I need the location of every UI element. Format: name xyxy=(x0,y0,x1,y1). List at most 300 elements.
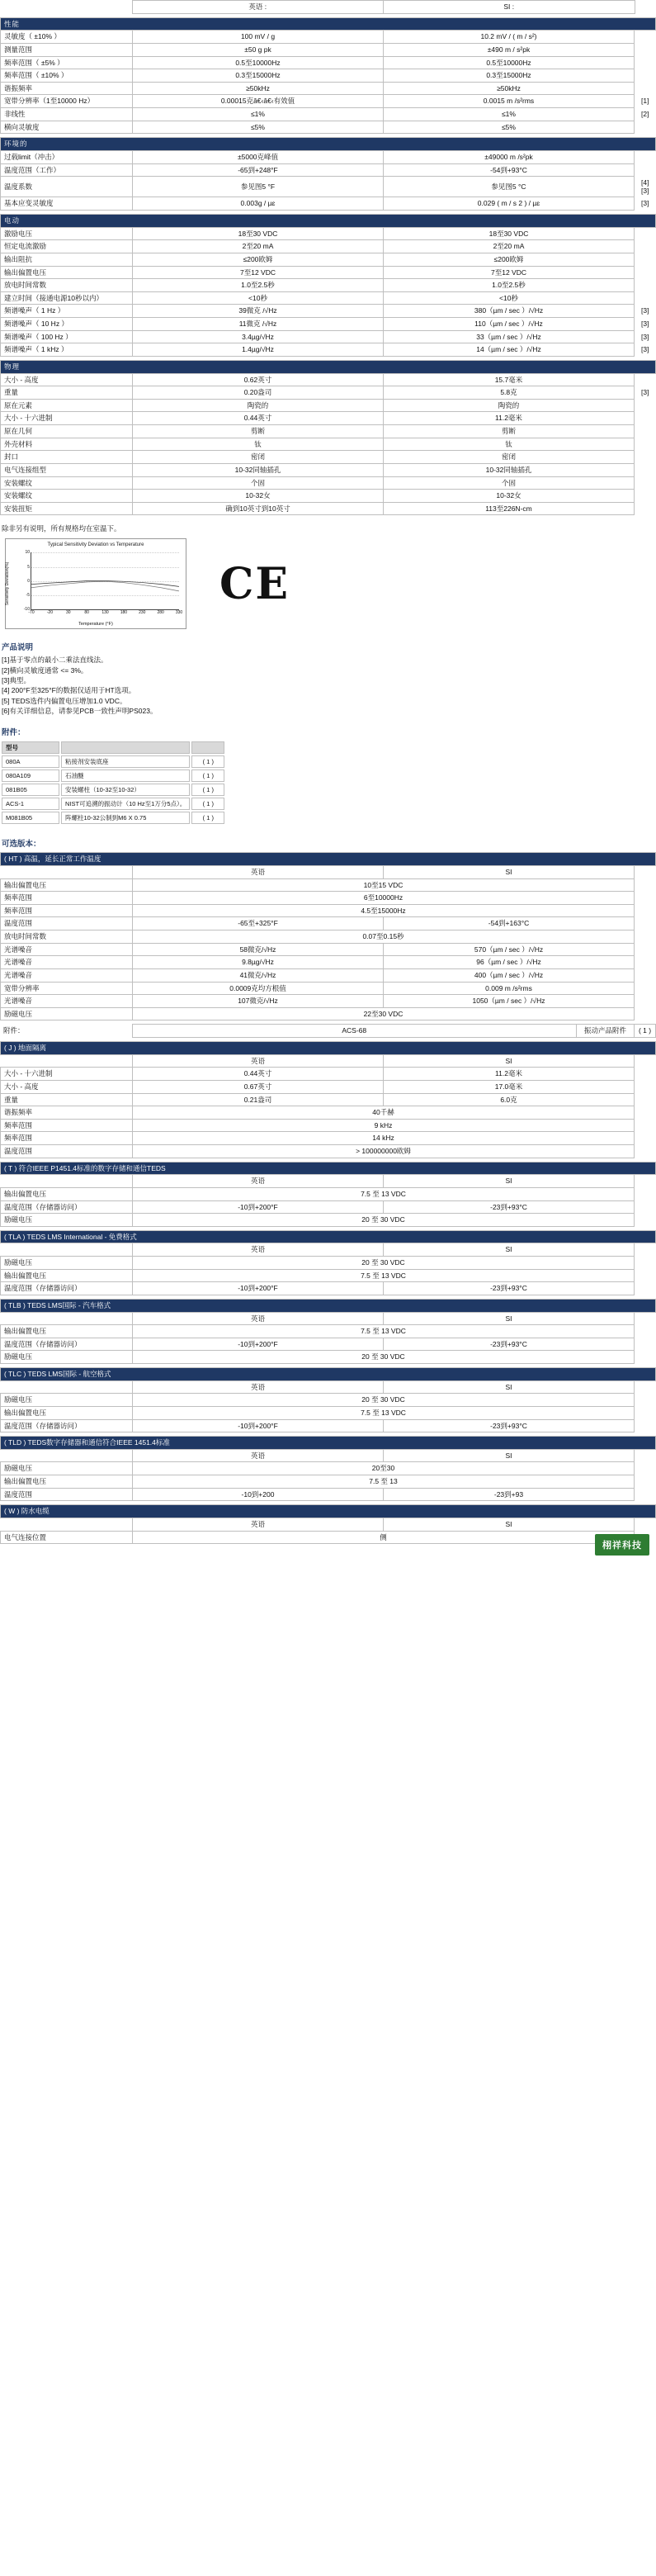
row-en: 确到10英寸到10英寸 xyxy=(133,502,384,515)
acc-qty: ( 1 ) xyxy=(191,812,224,824)
row-label: 灵敏度（ ±10% ） xyxy=(1,31,133,44)
tla-option-title: ( TLA ) TEDS LMS International - 免费格式 xyxy=(1,1230,656,1243)
tlc-col-si: SI xyxy=(384,1380,635,1394)
table-row xyxy=(1,982,656,995)
table-row xyxy=(1,956,656,969)
units-header-row xyxy=(0,1,656,14)
row-label: 横向灵敏度 xyxy=(1,121,133,134)
list-item: [1]基于零点的最小二乘法直线法。 xyxy=(2,656,108,665)
row-en: 7至12 VDC xyxy=(133,266,384,279)
row-label: 大小 - 高度 xyxy=(1,373,133,386)
tlc-col-english: 英语 xyxy=(133,1380,384,1394)
list-item: [4] 200°F至325°F的数据仅适用于HT选项。 xyxy=(2,686,136,695)
acc-qty: ( 1 ) xyxy=(191,755,224,768)
row-note: [4] [3] xyxy=(641,178,649,196)
row-en: 107微克/√Hz xyxy=(133,995,384,1008)
table-row xyxy=(1,279,656,292)
tld-col-si: SI xyxy=(383,1449,634,1462)
tlc-units-row xyxy=(1,1380,656,1394)
row-label: 安装螺纹 xyxy=(1,490,133,503)
table-row xyxy=(1,412,656,425)
accessories-title: 附件： xyxy=(2,728,26,738)
row-si: 0.0015 m /s²rms xyxy=(383,95,634,108)
row-label: 频率范围 xyxy=(1,904,133,917)
row-si: 96（µm / sec ）/√Hz xyxy=(384,956,635,969)
description-list xyxy=(2,655,656,716)
row-si: 10-32同轴插孔 xyxy=(383,463,634,476)
row-value: 7.5 至 13 VDC xyxy=(133,1406,635,1419)
table-row xyxy=(1,1145,656,1158)
row-label: 非线性 xyxy=(1,108,133,121)
chart-xtick: 80 xyxy=(84,610,89,616)
section-performance xyxy=(1,17,656,31)
row-en: 钛 xyxy=(133,438,384,451)
row-si: 17.0毫米 xyxy=(384,1080,635,1093)
row-en: -65到+248°F xyxy=(133,163,384,177)
row-si: 110（µm / sec ）/√Hz xyxy=(383,318,634,331)
ht-option-header xyxy=(1,853,656,866)
table-row xyxy=(1,1531,656,1544)
row-en: 58微克/√Hz xyxy=(133,943,384,956)
chart-ytick: 0 xyxy=(27,578,30,584)
row-si: 0.029 ( m / s 2 ) / µɛ xyxy=(383,197,634,211)
chart-title: Typical Sensitivity Deviation vs Temperature xyxy=(47,542,144,548)
row-si: 380（µm / sec ）/√Hz xyxy=(383,305,634,318)
row-label: 重量 xyxy=(1,386,133,400)
row-label: 励磁电压 xyxy=(1,1007,133,1020)
table-row xyxy=(1,108,656,121)
row-si: 1.0至2.5秒 xyxy=(383,279,634,292)
row-value: > 100000000欧姆 xyxy=(133,1145,635,1158)
chart-series xyxy=(31,552,179,609)
row-note: [3] xyxy=(641,199,649,208)
section-physical-label: 物理 xyxy=(1,360,656,373)
row-label: 封口 xyxy=(1,451,133,464)
section-physical xyxy=(1,360,656,373)
tlb-units-row xyxy=(1,1312,656,1325)
row-si: 剪断 xyxy=(383,425,634,438)
row-en: -10到+200°F xyxy=(133,1338,384,1351)
t-col-si: SI xyxy=(383,1175,634,1188)
row-en: ≤200欧姆 xyxy=(133,253,384,266)
row-label: 大小 - 高度 xyxy=(1,1080,133,1093)
row-note xyxy=(634,412,655,425)
row-note xyxy=(634,121,655,134)
row-en: 1.4µg/√Hz xyxy=(133,343,384,357)
chart-ytick: 10 xyxy=(25,550,30,556)
table-row xyxy=(1,305,656,318)
acc-model: 080A109 xyxy=(2,769,59,782)
row-note xyxy=(634,399,655,412)
electrical-table xyxy=(0,214,656,357)
row-value: 14 kHz xyxy=(133,1132,635,1145)
tld-col-english: 英语 xyxy=(133,1449,384,1462)
row-si: 7至12 VDC xyxy=(383,266,634,279)
table-row xyxy=(1,1325,656,1338)
spec-header-table xyxy=(0,0,656,14)
table-row xyxy=(1,1338,656,1351)
table-row xyxy=(1,1269,656,1282)
section-environment xyxy=(1,138,656,151)
w-option-title: ( W ) 防水电缆 xyxy=(1,1505,656,1518)
row-label: 大小 - 十六进制 xyxy=(1,1068,133,1081)
row-note xyxy=(634,291,655,305)
row-label: 温度范围 xyxy=(1,1488,133,1501)
row-label: 光谱噪音 xyxy=(1,943,133,956)
j-option-table xyxy=(0,1041,656,1158)
acc-model: 081B05 xyxy=(2,784,59,796)
row-value: 20至30 xyxy=(133,1462,635,1475)
table-row xyxy=(1,227,656,240)
row-value: 40千赫 xyxy=(133,1106,635,1120)
row-note xyxy=(634,163,655,177)
row-note xyxy=(634,279,655,292)
table-row xyxy=(1,1132,656,1145)
table-row xyxy=(1,1406,656,1419)
row-note xyxy=(634,451,655,464)
acc-model: M081B05 xyxy=(2,812,59,824)
ht-col-english: 英语 xyxy=(133,865,384,878)
table-row xyxy=(1,892,656,905)
row-en: 100 mV / g xyxy=(133,31,384,44)
row-value: 9 kHz xyxy=(133,1119,635,1132)
row-si: -23到+93 xyxy=(383,1488,634,1501)
row-si: 11.2毫米 xyxy=(383,412,634,425)
tlb-col-si: SI xyxy=(383,1312,634,1325)
row-label: 测量范围 xyxy=(1,43,133,56)
row-label: 激励电压 xyxy=(1,227,133,240)
row-label: 励磁电压 xyxy=(1,1351,133,1364)
chart-xtick: 130 xyxy=(101,610,109,616)
table-row xyxy=(1,82,656,95)
row-label: 原在元素 xyxy=(1,399,133,412)
row-label: 输出偏置电压 xyxy=(1,1475,133,1489)
row-note xyxy=(634,43,655,56)
row-si: 6.0克 xyxy=(384,1093,635,1106)
row-note: [3] xyxy=(641,388,649,397)
acc-model: ACS-1 xyxy=(2,798,59,810)
tla-option-header xyxy=(1,1230,656,1243)
t-option-table xyxy=(0,1162,656,1227)
table-row xyxy=(1,330,656,343)
table-row xyxy=(0,1025,656,1038)
row-label: 频率范围（ ±10% ） xyxy=(1,69,133,83)
tlb-option-title: ( TLB ) TEDS LMS国际 - 汽车格式 xyxy=(1,1299,656,1312)
row-en: 0.5至10000Hz xyxy=(133,56,384,69)
row-si: 0.3至15000Hz xyxy=(383,69,634,83)
row-label: 温度范围（存储器访问） xyxy=(1,1419,133,1432)
table-row xyxy=(1,1488,656,1501)
row-en: 41微克/√Hz xyxy=(133,968,384,982)
table-row xyxy=(1,1068,656,1081)
row-en: -65至+325°F xyxy=(133,917,384,930)
description-title: 产品说明 xyxy=(2,643,34,653)
ht-option-title: ( HT ) 高温，延长正常工作温度 xyxy=(1,853,656,866)
row-value: 20 至 30 VDC xyxy=(133,1394,635,1407)
row-value: 7.5 至 13 VDC xyxy=(133,1325,635,1338)
accessories-header-desc xyxy=(61,741,190,754)
row-si: 陶瓷的 xyxy=(383,399,634,412)
row-en: 3.4µg/√Hz xyxy=(133,330,384,343)
row-note xyxy=(634,31,655,44)
row-label: 频率范围（ ±5% ） xyxy=(1,56,133,69)
row-label: 谐振频率 xyxy=(1,82,133,95)
acc-desc: NIST可追溯的振动计（10 Hz至1万分5点）。 xyxy=(61,798,190,810)
acc-desc: 阵螺柱10-32公制到M6 X 0.75 xyxy=(61,812,190,824)
row-value: 0.07至0.15秒 xyxy=(133,930,635,944)
tlc-option-table xyxy=(0,1367,656,1432)
table-row xyxy=(2,812,224,824)
acc-model: 080A xyxy=(2,755,59,768)
list-item: [6]有关详细信息，请参见PCB一致性声明PS023。 xyxy=(2,706,158,715)
table-row xyxy=(1,502,656,515)
row-en: 9.8µg/√Hz xyxy=(133,956,384,969)
w-col-si: SI xyxy=(383,1518,634,1531)
table-row xyxy=(1,163,656,177)
tlc-option-title: ( TLC ) TEDS LMS国际 - 航空格式 xyxy=(1,1368,656,1381)
row-label: 安装螺纹 xyxy=(1,476,133,490)
t-units-row xyxy=(1,1175,656,1188)
row-en: 陶瓷的 xyxy=(133,399,384,412)
row-label: 电气连接组型 xyxy=(1,463,133,476)
row-value: 20 至 30 VDC xyxy=(133,1214,635,1227)
table-row xyxy=(1,1282,656,1295)
row-note: [3] xyxy=(641,345,649,354)
table-row xyxy=(1,463,656,476)
row-en: 个固 xyxy=(133,476,384,490)
row-label: 放电时间常数 xyxy=(1,930,133,944)
row-si: ≤1% xyxy=(383,108,634,121)
table-row xyxy=(1,1106,656,1120)
row-label: 频率范围 xyxy=(1,1119,133,1132)
acc-qty: ( 1 ) xyxy=(191,784,224,796)
tla-col-english: 英语 xyxy=(133,1243,384,1257)
tld-option-table xyxy=(0,1436,656,1501)
row-si: -23到+93°C xyxy=(384,1419,635,1432)
table-row xyxy=(1,386,656,400)
ce-mark-icon: CE xyxy=(219,558,290,609)
row-si: 15.7毫米 xyxy=(383,373,634,386)
table-row xyxy=(1,968,656,982)
row-note xyxy=(634,266,655,279)
row-en: ≤5% xyxy=(133,121,384,134)
row-label: 电气连接位置 xyxy=(1,1531,133,1544)
environment-table xyxy=(0,137,656,211)
tlb-option-table xyxy=(0,1299,656,1364)
row-en: ±50 g pk xyxy=(133,43,384,56)
table-row xyxy=(1,69,656,83)
table-row xyxy=(1,1257,656,1270)
row-label: 频率范围 xyxy=(1,1132,133,1145)
table-row xyxy=(1,1351,656,1364)
acc-qty: ( 1 ) xyxy=(191,769,224,782)
row-si: 18至30 VDC xyxy=(383,227,634,240)
row-note xyxy=(634,227,655,240)
units-header-blank xyxy=(0,1,132,14)
row-note xyxy=(634,150,655,163)
row-en: 0.62英寸 xyxy=(133,373,384,386)
ht-units-blank xyxy=(1,865,133,878)
ht-accessory-model: ACS-68 xyxy=(132,1025,577,1038)
chart-xtick: 330 xyxy=(175,610,183,616)
row-label: 输出偏置电压 xyxy=(1,266,133,279)
ht-accessory-qty: ( 1 ) xyxy=(635,1025,656,1038)
row-label: 温度范围 xyxy=(1,1145,133,1158)
table-row xyxy=(1,878,656,892)
table-row xyxy=(1,177,656,197)
row-en: 参见图5 °F xyxy=(133,177,384,197)
row-label: 原在几何 xyxy=(1,425,133,438)
row-en: -10到+200°F xyxy=(133,1419,384,1432)
row-note xyxy=(634,476,655,490)
table-row xyxy=(1,490,656,503)
acc-desc: 安装螺柱（10-32至10-32） xyxy=(61,784,190,796)
row-note xyxy=(634,82,655,95)
row-en: 0.00015克â€‹â€‹有效值 xyxy=(133,95,384,108)
t-col-english: 英语 xyxy=(133,1175,384,1188)
accessories-header-model: 型号 xyxy=(2,741,59,754)
row-si: 5.8克 xyxy=(383,386,634,400)
table-row xyxy=(1,291,656,305)
row-label: 频谱噪声（ 1 kHz ） xyxy=(1,343,133,357)
ht-col-notes xyxy=(635,865,656,878)
row-note xyxy=(634,56,655,69)
row-value: 7.5 至 13 xyxy=(133,1475,635,1489)
row-note: [3] xyxy=(641,320,649,328)
table-row xyxy=(1,438,656,451)
row-note xyxy=(634,463,655,476)
j-option-header xyxy=(1,1042,656,1055)
row-label: 外壳材料 xyxy=(1,438,133,451)
table-row xyxy=(1,1007,656,1020)
room-temperature-note: 除非另有说明，所有规格均在室温下。 xyxy=(2,524,121,533)
table-row xyxy=(1,476,656,490)
chart-and-ce-row xyxy=(5,538,656,629)
accessories-header-row xyxy=(2,741,224,754)
table-row xyxy=(1,1475,656,1489)
row-label: 频谱噪声（ 100 Hz ） xyxy=(1,330,133,343)
row-en: -10到+200 xyxy=(133,1488,384,1501)
table-row xyxy=(1,43,656,56)
row-si: ±490 m / s²pk xyxy=(383,43,634,56)
row-si: 400（µm / sec ）/√Hz xyxy=(384,968,635,982)
table-row xyxy=(1,1214,656,1227)
tla-option-table xyxy=(0,1230,656,1295)
w-option-header xyxy=(1,1505,656,1518)
tlc-option-header xyxy=(1,1368,656,1381)
acc-desc: 石油醚 xyxy=(61,769,190,782)
row-label: 光谱噪音 xyxy=(1,956,133,969)
row-label: 励磁电压 xyxy=(1,1394,133,1407)
row-si: ≤200欧姆 xyxy=(383,253,634,266)
row-si: 1050（µm / sec ）/√Hz xyxy=(384,995,635,1008)
row-label: 温度系数 xyxy=(1,177,133,197)
row-value: 4.5至15000Hz xyxy=(133,904,635,917)
table-row xyxy=(1,150,656,163)
table-row xyxy=(1,1200,656,1214)
row-si: <10秒 xyxy=(383,291,634,305)
table-row xyxy=(1,373,656,386)
row-label: 谐振频率 xyxy=(1,1106,133,1120)
tld-units-row xyxy=(1,1449,656,1462)
table-row xyxy=(1,253,656,266)
accessories-header-qty xyxy=(191,741,224,754)
chart-xtick: -20 xyxy=(46,610,53,616)
j-option-title: ( J ) 地面隔离 xyxy=(1,1042,656,1055)
ht-units-row xyxy=(1,865,656,878)
row-en: 0.44英寸 xyxy=(133,1068,384,1081)
row-label: 温度范围（工作） xyxy=(1,163,133,177)
row-en: 10-32同轴插孔 xyxy=(133,463,384,476)
chart-xtick: 280 xyxy=(157,610,164,616)
table-row xyxy=(1,995,656,1008)
row-si: -54到+163°C xyxy=(384,917,635,930)
row-en: 0.44英寸 xyxy=(133,412,384,425)
row-label: 安装扭矩 xyxy=(1,502,133,515)
chart-xtick: 180 xyxy=(120,610,128,616)
acc-qty: ( 1 ) xyxy=(191,798,224,810)
row-si: 10.2 mV / ( m / s²) xyxy=(383,31,634,44)
row-si: 密闭 xyxy=(383,451,634,464)
col-english: 英语 : xyxy=(132,1,384,14)
row-label: 放电时间常数 xyxy=(1,279,133,292)
row-en: 0.20盎司 xyxy=(133,386,384,400)
table-row xyxy=(1,399,656,412)
row-label: 励磁电压 xyxy=(1,1462,133,1475)
table-row xyxy=(1,56,656,69)
row-si: 0.5至10000Hz xyxy=(383,56,634,69)
row-si: -54到+93°C xyxy=(383,163,634,177)
table-row xyxy=(1,1462,656,1475)
row-en: 0.3至15000Hz xyxy=(133,69,384,83)
chart-ytick: -5 xyxy=(26,593,30,599)
row-en: ±5000克峰值 xyxy=(133,150,384,163)
ht-col-si: SI xyxy=(384,865,635,878)
row-note xyxy=(634,253,655,266)
table-row xyxy=(1,318,656,331)
row-label: 光谱噪音 xyxy=(1,995,133,1008)
row-si: 14（µm / sec ）/√Hz xyxy=(383,343,634,357)
physical-table xyxy=(0,360,656,516)
chart-xtick: -70 xyxy=(28,610,35,616)
tld-option-header xyxy=(1,1437,656,1450)
row-si: 10-32女 xyxy=(383,490,634,503)
row-note: [1] xyxy=(641,97,649,106)
tla-units-row xyxy=(1,1243,656,1257)
row-value: 7.5 至 13 VDC xyxy=(133,1269,635,1282)
w-col-english: 英语 xyxy=(133,1518,384,1531)
w-units-row xyxy=(1,1518,656,1531)
row-si: -23到+93°C xyxy=(383,1338,634,1351)
table-row xyxy=(1,1093,656,1106)
chart-xlabel: Temperature (°F) xyxy=(78,622,113,627)
row-label: 频谱噪声（ 10 Hz ） xyxy=(1,318,133,331)
list-item: [5] TEDS选件内偏置电压增加1.0 VDC。 xyxy=(2,696,127,705)
row-label: 温度范围（存储器访问） xyxy=(1,1200,133,1214)
table-row xyxy=(2,798,224,810)
row-si: 2至20 mA xyxy=(383,240,634,253)
row-note xyxy=(634,69,655,83)
row-label: 宽带分辨率（1至10000 Hz） xyxy=(1,95,133,108)
row-en: <10秒 xyxy=(133,291,384,305)
table-row xyxy=(1,95,656,108)
tld-option-title: ( TLD ) TEDS数字存储器和通信符合IEEE 1451.4标准 xyxy=(1,1437,656,1450)
row-note: [2] xyxy=(641,110,649,118)
table-row xyxy=(1,121,656,134)
row-note: [3] xyxy=(641,306,649,315)
table-row xyxy=(1,451,656,464)
table-row xyxy=(1,343,656,357)
